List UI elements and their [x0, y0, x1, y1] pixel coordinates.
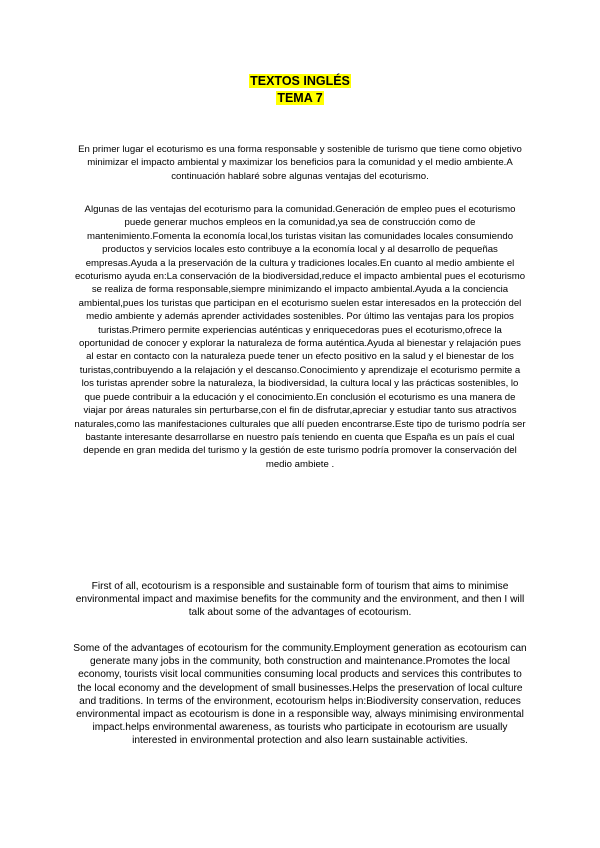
spanish-paragraph-body: Algunas de las ventajas del ecoturismo para la comunidad.Generación de empleo pues el ecoturismo puede generar muchos empleos en la comunidad,ya sea de construcción como de mantenimiento.Fomenta la economía local,los turistas visitan las comunidades locales consumiendo productos y servicios locales esto contribuye a la economía local y al desarrollo de pequeñas empresas.Ayuda a la preservación de la cultura y tradiciones locales.En cuanto al medio ambiente el ecoturismo ayuda en:La conservación de la biodiversidad,reduce el impacto ambiental pues el ecoturismo se realiza de forma responsable,siempre minimizando el impacto ambiental.Ayuda a la conciencia ambiental,pues los turistas que participan en el ecoturismo suelen estar interesados en la protección del medio ambiente y además aprender actividades sostenibles. Por último las ventajas para los propios turistas.Primero permite experiencias auténticas y enriquecedoras pues el ecoturismo,ofrece la oportunidad de conocer y explorar la naturaleza de forma auténtica.Ayuda al bienestar y relajación pues al estar en contacto con la naturaleza puede tener un efecto positivo en la salud y el bienestar de los turistas,contribuyendo a la relajación y el descanso.Conocimiento y aprendizaje el ecoturismo permite a los turistas aprender sobre la naturaleza, la biodiversidad, la cultura local y las prácticas sostenibles, lo que puede contribuir a la educación y el conocimiento.En conclusión el ecoturismo es una manera de viajar por áreas naturales sin perturbarse,con el fin de disfrutar,apreciar y estudiar tanto sus atractivos naturales,como las manifestaciones culturales que allí pueden encontrarse.Este tipo de turismo podría ser bastante interesante desarrollarse en nuestro país teniendo en cuenta que España es un país el cual depende en gran medida del turismo y la gestión de este turismo podría promover la conservación del medio ambiete .	[74, 204, 526, 470]
spanish-paragraph-intro: En primer lugar el ecoturismo es una forma responsable y sostenible de turismo que tiene como objetivo minimizar el impacto ambiental y maximizar los beneficios para la comunidad y el medio ambiente.A continuación hablaré sobre algunas ventajas del ecoturismo.	[78, 144, 522, 182]
document-title	[0, 73, 600, 107]
title-line-2: TEMA 7	[277, 91, 323, 105]
english-paragraph-body: Some of the advantages of ecotourism for the community.Employment generation as ecotourism can generate many jobs in the community, both construction and maintenance.Promotes the local economy, tourists visit local communities consuming local products and services this contributes to the local economy and the development of small businesses.Helps the preservation of local culture and traditions. In terms of the environment, ecotourism helps in:Biodiversity conservation, reduces environmental impact as ecotourism is done in a responsible way, always minimising environmental impact.helps environmental awareness, as tourists who participate in ecotourism are usually interested in environmental protection and also learn sustainable activities.	[73, 643, 527, 747]
title-line-1: TEXTOS INGLÉS	[250, 74, 350, 88]
english-paragraph-intro: First of all, ecotourism is a responsible and sustainable form of tourism that aims to minimise environmental impact and maximise benefits for the community and the environment, and then I will talk about some of the advantages of ecotourism.	[75, 581, 525, 619]
